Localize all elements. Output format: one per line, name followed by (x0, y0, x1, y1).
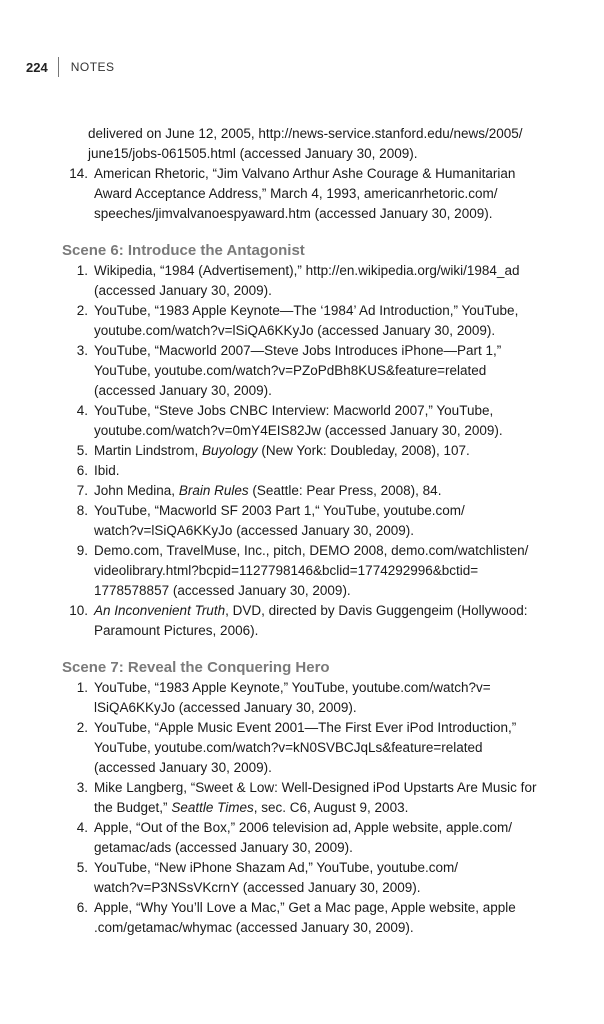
note-item (62, 461, 562, 481)
note-line (94, 601, 562, 621)
note-number: 9. (76, 543, 88, 558)
note-item (62, 778, 562, 818)
note-line: YouTube, youtube.com/watch?v=kN0SVBCJqLs&feature=related (94, 740, 483, 755)
note-line (88, 481, 562, 501)
note-number: 7. (76, 483, 88, 498)
note-line: videolibrary.html?bcpid=1127798146&bclid=1774292996&bctid= (94, 563, 479, 578)
note-line: YouTube, “Macworld 2007—Steve Jobs Introduces iPhone—Part 1,” (94, 343, 502, 358)
note-number: 1. (76, 680, 88, 695)
note-item (62, 401, 562, 441)
note-number: 4. (76, 403, 88, 418)
page-number: 224 (26, 59, 48, 75)
note-line: .com/getamac/whymac (accessed January 30, 2009). (94, 920, 414, 935)
note-line: YouTube, “New iPhone Shazam Ad,” YouTube, youtube.com/ (94, 860, 458, 875)
note-number: 5. (76, 860, 88, 875)
running-head: NOTES (70, 60, 115, 74)
note-item (62, 481, 562, 501)
film-title: An Inconvenient Truth (94, 603, 226, 618)
note-item (62, 818, 562, 858)
note-line (94, 798, 562, 818)
note-text: , DVD, directed by Davis Guggengeim (Hollywood: (225, 603, 528, 618)
note-item (62, 341, 562, 401)
book-title: Brain Rules (178, 483, 249, 498)
note-line: Apple, “Out of the Box,” 2006 television ad, Apple website, apple.com/ (94, 820, 512, 835)
note-text: (Seattle: Pear Press, 2008), 84. (248, 483, 442, 498)
header-divider (58, 57, 59, 77)
note-number: 3. (76, 780, 88, 795)
note-line: 1778578857 (accessed January 30, 2009). (94, 583, 351, 598)
note-item (62, 541, 562, 601)
note-line: Ibid. (94, 463, 120, 478)
note-line: YouTube, youtube.com/watch?v=PZoPdBh8KUS&feature=related (94, 363, 487, 378)
note-line: YouTube, “Apple Music Event 2001—The First Ever iPod Introduction,” (94, 720, 517, 735)
note-line: Apple, “Why You’ll Love a Mac,” Get a Mac page, Apple website, apple (94, 900, 516, 915)
note-line: getamac/ads (accessed January 30, 2009). (94, 840, 353, 855)
note-line: YouTube, “1983 Apple Keynote—The ‘1984’ Ad Introduction,” YouTube, (94, 303, 519, 318)
note-line: youtube.com/watch?v=0mY4EIS82Jw (accessed January 30, 2009). (94, 423, 503, 438)
note-item (62, 858, 562, 898)
note-line: youtube.com/watch?v=lSiQA6KKyJo (accessed January 30, 2009). (94, 323, 496, 338)
page-header (26, 56, 115, 78)
note-number: 1. (76, 263, 88, 278)
note-line: watch?v=P3NSsVKcrnY (accessed January 30, 2009). (94, 880, 421, 895)
note-line: Award Acceptance Address,” March 4, 1993, americanrhetoric.com/ (94, 186, 498, 201)
note-text: Martin Lindstrom, (94, 443, 203, 458)
note-text: John Medina, (94, 483, 179, 498)
note-line: watch?v=lSiQA6KKyJo (accessed January 30, 2009). (94, 523, 415, 538)
note-line: Paramount Pictures, 2006). (94, 623, 259, 638)
note-line: delivered on June 12, 2005, http://news-service.stanford.edu/news/2005/ (88, 126, 523, 141)
note-line (88, 441, 562, 461)
note-number: 14. (69, 166, 88, 181)
continued-note (62, 124, 562, 164)
note-number: 6. (76, 900, 88, 915)
publication-title: Seattle Times (171, 800, 254, 815)
note-line: (accessed January 30, 2009). (94, 283, 272, 298)
note-number: 2. (76, 303, 88, 318)
note-item (62, 898, 562, 938)
notes-body (62, 124, 562, 938)
note-line: American Rhetoric, “Jim Valvano Arthur Ashe Courage & Humanitarian (94, 166, 516, 181)
note-number: 8. (76, 503, 88, 518)
note-line: YouTube, “1983 Apple Keynote,” YouTube, youtube.com/watch?v= (94, 680, 491, 695)
note-item (62, 441, 562, 461)
note-line: speeches/jimvalvanoespyaward.htm (accessed January 30, 2009). (94, 206, 493, 221)
note-number: 5. (76, 443, 88, 458)
note-item (62, 718, 562, 778)
note-item (62, 501, 562, 541)
note-line: lSiQA6KKyJo (accessed January 30, 2009). (94, 700, 357, 715)
note-line: (accessed January 30, 2009). (94, 383, 272, 398)
note-line: Demo.com, TravelMuse, Inc., pitch, DEMO 2008, demo.com/watchlisten/ (94, 543, 529, 558)
note-line: Mike Langberg, “Sweet & Low: Well-Designed iPod Upstarts Are Music for (94, 780, 537, 795)
note-number: 10. (69, 603, 88, 618)
book-title: Buyology (202, 443, 258, 458)
note-line: Wikipedia, “1984 (Advertisement),” http://en.wikipedia.org/wiki/1984_ad (94, 263, 520, 278)
note-item (62, 678, 562, 718)
note-line: (accessed January 30, 2009). (94, 760, 272, 775)
note-item (62, 164, 562, 224)
note-item (62, 301, 562, 341)
note-number: 2. (76, 720, 88, 735)
section-heading-scene-7: Scene 7: Reveal the Conquering Hero (62, 659, 330, 676)
section-heading-scene-6: Scene 6: Introduce the Antagonist (62, 242, 305, 259)
note-text: (New York: Doubleday, 2008), 107. (257, 443, 470, 458)
note-line: YouTube, “Macworld SF 2003 Part 1,“ YouTube, youtube.com/ (94, 503, 465, 518)
note-number: 4. (76, 820, 88, 835)
note-number: 3. (76, 343, 88, 358)
note-text: the Budget,” (94, 800, 172, 815)
note-line: june15/jobs-061505.html (accessed January 30, 2009). (88, 146, 418, 161)
note-text: , sec. C6, August 9, 2003. (253, 800, 409, 815)
note-item (62, 261, 562, 301)
note-number: 6. (76, 463, 88, 478)
note-item (62, 601, 562, 641)
note-line: YouTube, “Steve Jobs CNBC Interview: Macworld 2007,” YouTube, (94, 403, 494, 418)
